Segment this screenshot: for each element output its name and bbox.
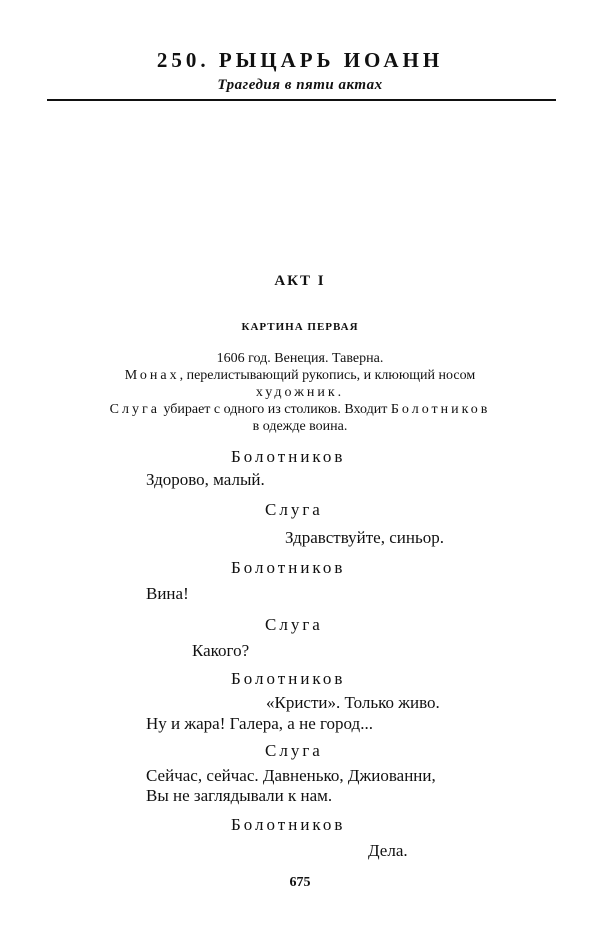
dialogue-line: Здорово, малый. <box>146 470 265 489</box>
dialogue-line: Здравствуйте, синьор. <box>285 528 444 547</box>
act-heading: АКТ I <box>274 273 326 289</box>
dialogue-line: Дела. <box>368 841 408 860</box>
dialogue-line: Сейчас, сейчас. Давненько, Джиованни, <box>146 766 436 785</box>
scene-heading: КАРТИНА ПЕРВАЯ <box>241 321 359 333</box>
stage-direction-text: убирает с одного из столиков. Входит <box>159 402 391 417</box>
stage-direction-line: в одежде воина. <box>252 419 348 434</box>
play-title: 250. РЫЦАРЬ ИОАНН <box>156 48 444 72</box>
dialogue-line: «Кристи». Только живо. <box>266 693 440 712</box>
character-name: Монах <box>124 368 180 383</box>
speaker-name: Болотников <box>231 669 346 688</box>
speaker-name: Слуга <box>265 615 323 634</box>
dialogue-line: Ну и жара! Галера, а не город... <box>146 714 373 733</box>
stage-direction-line <box>0 367 600 384</box>
stage-direction-line: художник. <box>255 385 345 400</box>
stage-direction-line <box>0 401 600 418</box>
stage-direction-line: 1606 год. Венеция. Таверна. <box>216 351 384 366</box>
speaker-name: Болотников <box>231 447 346 466</box>
header-rule <box>47 99 556 101</box>
play-subtitle: Трагедия в пяти актах <box>217 77 383 93</box>
speaker-name: Болотников <box>231 558 346 577</box>
dialogue-line: Вина! <box>146 584 189 603</box>
speaker-name: Болотников <box>231 815 346 834</box>
speaker-name: Слуга <box>265 741 323 760</box>
dialogue-line: Какого? <box>192 641 250 660</box>
character-name: Болотников <box>390 402 491 417</box>
speaker-name: Слуга <box>265 500 323 519</box>
page-number: 675 <box>289 875 311 890</box>
character-name: Слуга <box>109 402 160 417</box>
stage-direction-text: , перелистывающий рукопись, и клюющий носом <box>179 368 476 383</box>
dialogue-line: Вы не заглядывали к нам. <box>146 786 333 805</box>
